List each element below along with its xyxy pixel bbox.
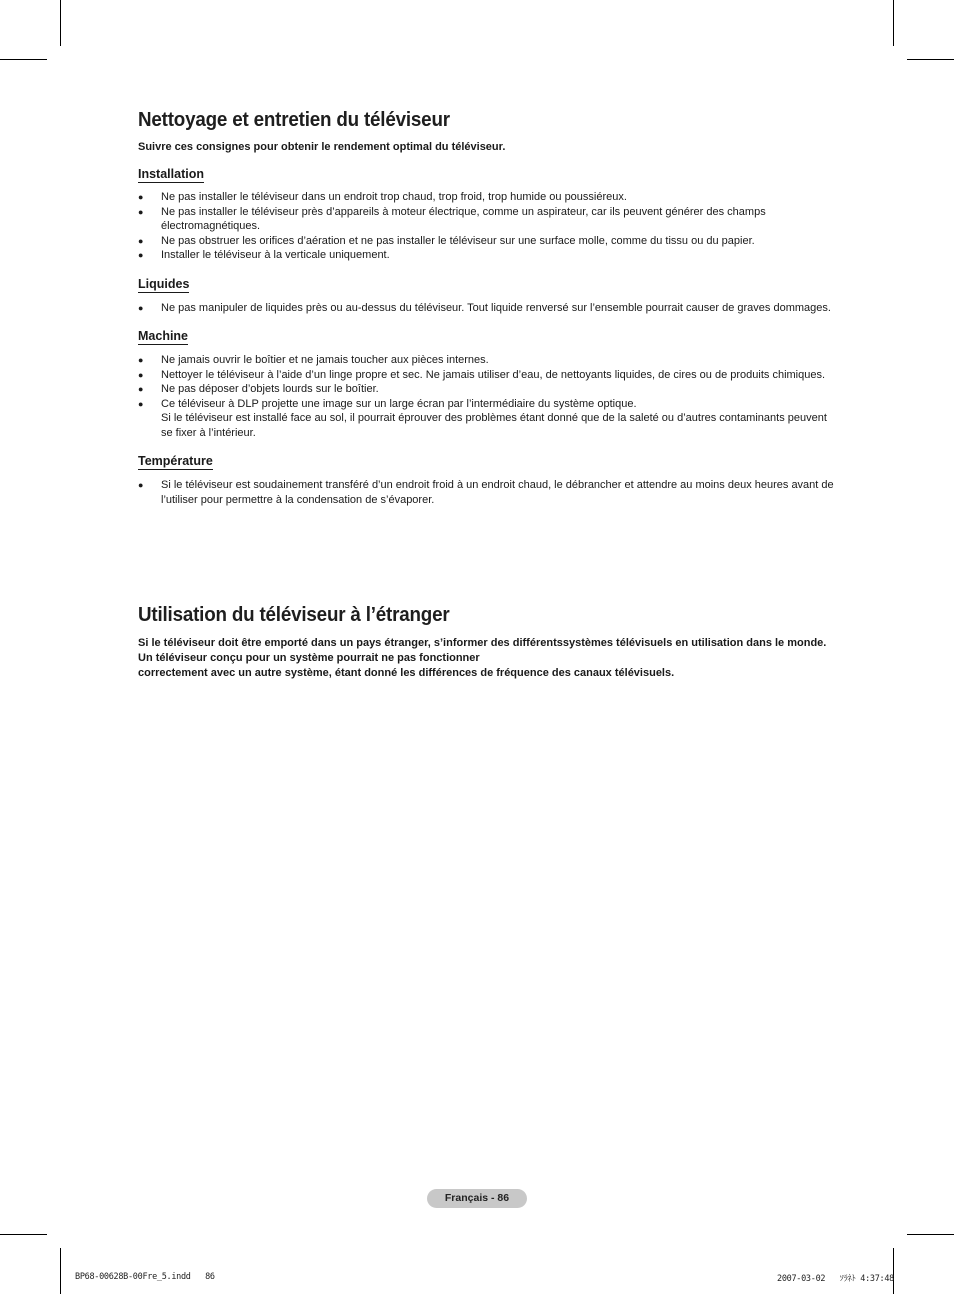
lead-text: Suivre ces consignes pour obtenir le rendement optimal du téléviseur. <box>138 141 506 153</box>
list-item: ● Nettoyer le téléviseur à l’aide d’un linge propre et sec. Ne jamais utiliser d’eau, de nettoyants liquides, de cires ou de produits chimiques. <box>138 368 826 381</box>
section-title: Utilisation du téléviseur à l’étranger <box>138 604 450 626</box>
crop-mark <box>60 0 61 46</box>
list-item: ● Installer le téléviseur à la verticale uniquement. <box>138 249 390 261</box>
bullet-icon: ● <box>138 235 144 246</box>
bullet-icon: ● <box>138 369 144 380</box>
section-heading: Liquides <box>138 276 190 291</box>
abroad-lead-line-2: correctement avec un autre système, étant donné les différences de fréquence des canaux télévisuels. <box>138 667 675 679</box>
cleaning-section <box>138 108 838 507</box>
bullet-icon: ● <box>138 384 144 394</box>
section-machine <box>138 327 838 440</box>
list-item: ● Si le téléviseur est soudainement transféré d’un endroit froid à un endroit chaud, le débrancher et attendre au moins deux heures avant de l’utiliser pour permettre à la condensation de s’évaporer. <box>138 479 834 506</box>
list-item: ● Ne pas manipuler de liquides près ou au-dessus du téléviseur. Tout liquide renversé sur l’ensemble pourrait causer de graves dommages. <box>138 301 831 314</box>
abroad-lead-line-1: Si le téléviseur doit être emporté dans un pays étranger, s’informer des différentssystèmes télévisuels en utilisation dans le monde. Un téléviseur conçu pour un système pourrait ne pas fonctionner <box>138 637 827 664</box>
print-slug-right: 2007-03-02 ｿﾗﾈﾄ 4:37:48 <box>777 1274 894 1284</box>
bullet-list <box>138 190 838 263</box>
crop-mark <box>893 0 894 46</box>
page-title: Nettoyage et entretien du téléviseur <box>138 109 450 131</box>
section-installation <box>138 165 838 263</box>
bullet-list <box>138 353 838 440</box>
list-item: ● Ne pas installer le téléviseur dans un endroit trop chaud, trop froid, trop humide ou poussiéreux. <box>138 191 627 203</box>
list-item: ● Ce téléviseur à DLP projette une image sur un large écran par l’intermédiaire du système optique. Si le téléviseur est installé face au sol, il pourrait éprouver des problèmes étant donné que de la saleté ou d’autres contaminants peuvent se fixer à l’intérieur. <box>138 397 838 441</box>
section-temperature <box>138 452 838 507</box>
list-item-note: Si le téléviseur est installé face au sol, il pourrait éprouver des problèmes étant donné que de la saleté ou d’autres contaminants peuvent se fixer à l’intérieur. <box>161 412 827 439</box>
bullet-icon: ● <box>138 355 144 365</box>
section-heading: Installation <box>138 167 204 181</box>
list-item: ● Ne jamais ouvrir le boîtier et ne jamais toucher aux pièces internes. <box>138 354 489 366</box>
list-item: ● Ne pas déposer d’objets lourds sur le boîtier. <box>138 383 379 395</box>
bullet-list <box>138 301 838 316</box>
section-liquides <box>138 275 838 316</box>
print-slug-left: BP68-00628B-00Fre_5.indd 86 <box>75 1272 215 1282</box>
list-item: ● Ne pas obstruer les orifices d’aération et ne pas installer le téléviseur sur une surface molle, comme du tissu ou du papier. <box>138 234 755 247</box>
list-item: ● Ne pas installer le téléviseur près d’appareils à moteur électrique, comme un aspirateur, car ils peuvent générer des champs électromagnétiques. <box>138 205 766 232</box>
crop-mark <box>907 59 954 60</box>
crop-mark <box>0 59 47 60</box>
crop-mark <box>893 1248 894 1294</box>
section-heading: Température <box>138 454 213 468</box>
page-number-badge: Français - 86 <box>427 1189 527 1208</box>
bullet-icon: ● <box>138 398 144 409</box>
abroad-lead <box>138 636 838 681</box>
bullet-icon: ● <box>138 250 144 260</box>
bullet-icon: ● <box>138 302 144 313</box>
section-heading: Machine <box>138 329 189 343</box>
abroad-section <box>138 603 838 681</box>
crop-mark <box>60 1248 61 1294</box>
bullet-icon: ● <box>138 206 144 217</box>
bullet-list <box>138 478 838 507</box>
bullet-icon: ● <box>138 192 144 202</box>
crop-mark <box>907 1234 954 1235</box>
bullet-icon: ● <box>138 480 144 490</box>
crop-mark <box>0 1234 47 1235</box>
